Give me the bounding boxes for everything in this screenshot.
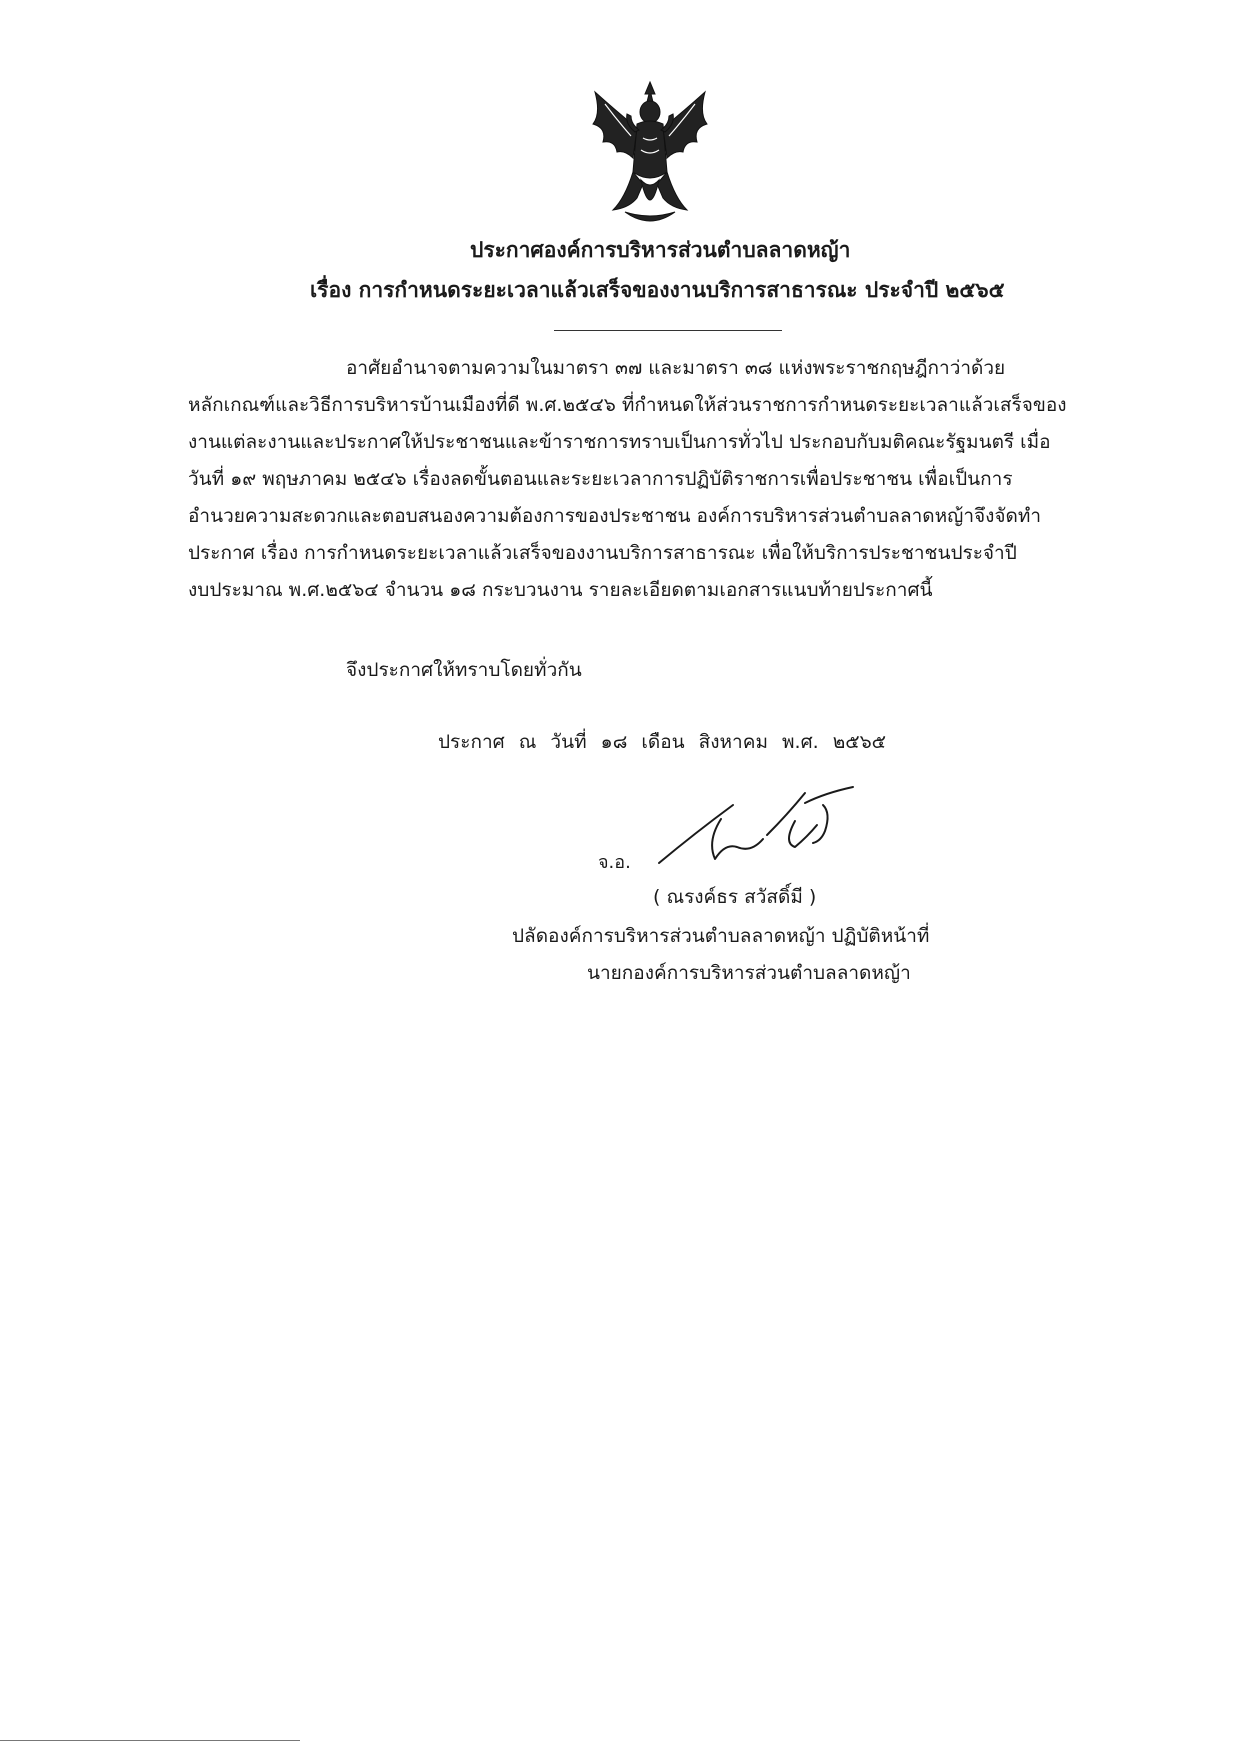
- title-divider: [554, 330, 782, 331]
- signer-name: ( ณรงค์ธร สวัสดิ์มี ): [653, 886, 817, 908]
- announcement-title: ประกาศองค์การบริหารส่วนตำบลลาดหญ้า: [470, 238, 851, 262]
- body-line: วันที่ ๑๙ พฤษภาคม ๒๕๔๖ เรื่องลดขั้นตอนและระยะเวลาการปฏิบัติราชการเพื่อประชาชน เพื่อเป็นการ: [188, 468, 1013, 490]
- body-line: หลักเกณฑ์และวิธีการบริหารบ้านเมืองที่ดี พ.ศ.๒๕๔๖ ที่กำหนดให้ส่วนราชการกำหนดระยะเวลาแล้วเสร็จของ: [188, 394, 1067, 416]
- announcement-subject: เรื่อง การกำหนดระยะเวลาแล้วเสร็จของงานบริการสาธารณะ ประจำปี ๒๕๖๕: [310, 278, 1005, 302]
- body-line: อำนวยความสะดวกและตอบสนองความต้องการของประชาชน องค์การบริหารส่วนตำบลลาดหญ้าจึงจัดทำ: [188, 505, 1042, 527]
- handwritten-signature: [655, 785, 905, 885]
- garuda-emblem-icon: [585, 80, 715, 230]
- signer-position: ปลัดองค์การบริหารส่วนตำบลลาดหญ้า ปฏิบัติหน้าที่: [512, 925, 930, 947]
- announcement-body: [188, 350, 1143, 609]
- announcement-date: ประกาศ ณ วันที่ ๑๘ เดือน สิงหาคม พ.ศ. ๒๕๖๕: [438, 731, 887, 753]
- signature-prefix: จ.อ.: [598, 852, 631, 873]
- body-line: งานแต่ละงานและประกาศให้ประชาชนและข้าราชการทราบเป็นการทั่วไป ประกอบกับมติคณะรัฐมนตรี เมื่อ: [188, 431, 1051, 453]
- body-line: งบประมาณ พ.ศ.๒๕๖๔ จำนวน ๑๘ กระบวนงาน รายละเอียดตามเอกสารแนบท้ายประกาศนี้: [188, 579, 933, 601]
- body-line: อาศัยอำนาจตามความในมาตรา ๓๗ และมาตรา ๓๘ แห่งพระราชกฤษฎีกาว่าด้วย: [346, 357, 1006, 379]
- body-line: ประกาศ เรื่อง การกำหนดระยะเวลาแล้วเสร็จของงานบริการสาธารณะ เพื่อให้บริการประชาชนประจำปี: [188, 542, 1017, 564]
- signer-acting-position: นายกองค์การบริหารส่วนตำบลลาดหญ้า: [587, 962, 911, 984]
- closing-statement: จึงประกาศให้ทราบโดยทั่วกัน: [346, 659, 582, 681]
- scan-edge-line: [0, 1740, 300, 1741]
